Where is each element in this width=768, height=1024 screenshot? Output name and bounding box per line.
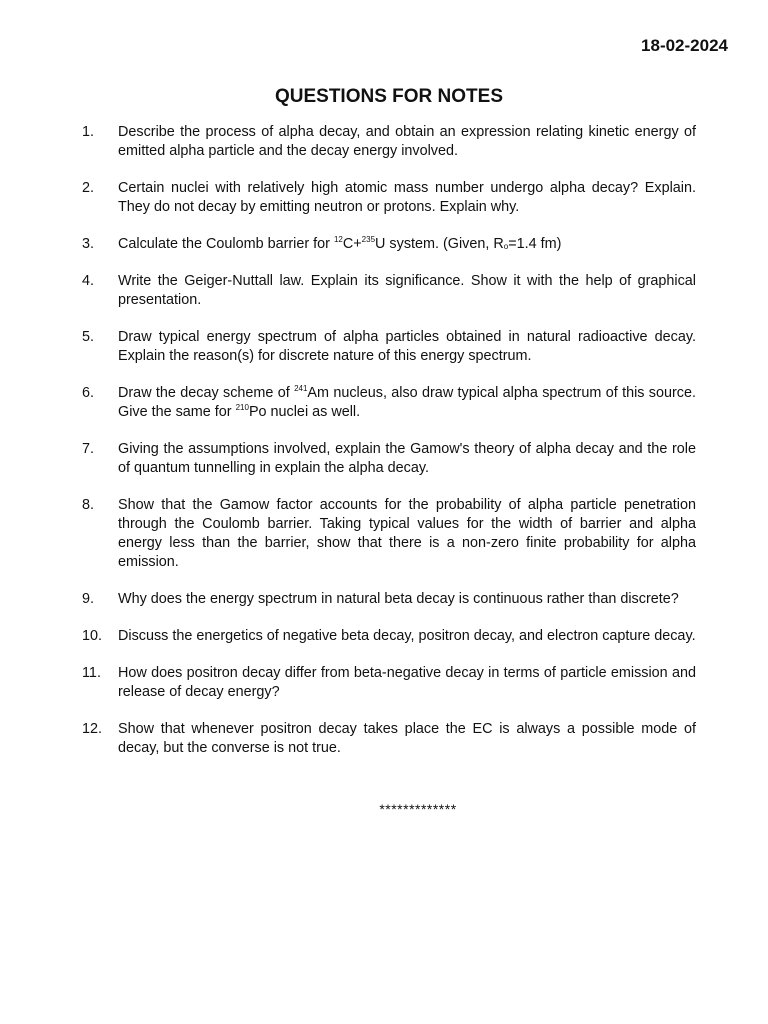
question-number: 12. xyxy=(82,721,103,737)
question-item-9 xyxy=(82,590,696,609)
question-number: 5. xyxy=(82,329,95,345)
question-number: 7. xyxy=(82,441,95,457)
question-number: 11. xyxy=(82,665,101,681)
question-text: Giving the assumptions involved, explain the Gamow's theory of alpha decay and the role of quantum tunnelling in explain the alpha decay. xyxy=(118,441,696,476)
question-number: 6. xyxy=(82,385,95,401)
question-text-part: U system. (Given, R xyxy=(375,236,504,252)
question-item-6 xyxy=(82,384,696,422)
question-text: Write the Geiger-Nuttall law. Explain its significance. Show it with the help of graphical presentation. xyxy=(118,273,696,308)
question-text: Show that the Gamow factor accounts for the probability of alpha particle penetration through the Coulomb barrier. Taking typical values for the width of barrier and alpha energy less than the barrier, show that there is a non-zero finite probability for alpha emission. xyxy=(118,497,696,570)
question-item-8 xyxy=(82,496,696,572)
question-number: 10. xyxy=(82,628,103,644)
question-number: 9. xyxy=(82,591,95,607)
question-text-part: Calculate the Coulomb barrier for xyxy=(118,236,334,252)
question-text: Why does the energy spectrum in natural beta decay is continuous rather than discrete? xyxy=(118,591,679,607)
document-title: QUESTIONS FOR NOTES xyxy=(274,86,504,107)
question-text: How does positron decay differ from beta-negative decay in terms of particle emission and release of decay energy? xyxy=(118,665,696,700)
question-item-5 xyxy=(82,328,696,366)
question-number: 4. xyxy=(82,273,95,289)
question-item-12 xyxy=(82,720,696,758)
question-item-10 xyxy=(82,627,696,646)
question-number: 3. xyxy=(82,236,95,252)
question-text-part: Draw the decay scheme of xyxy=(118,385,295,401)
question-list xyxy=(82,123,696,776)
radius-subscript: o xyxy=(503,242,509,251)
mass-number-superscript: 210 xyxy=(235,403,249,412)
question-text: Certain nuclei with relatively high atomic mass number undergo alpha decay? Explain. They do not decay by emitting neutron or protons. Explain why. xyxy=(118,180,696,215)
question-text: Discuss the energetics of negative beta decay, positron decay, and electron capture decay. xyxy=(118,628,696,644)
question-text-part: Am nucleus, also draw typical alpha spectrum of this source. Give the same for xyxy=(118,385,696,420)
question-item-2 xyxy=(82,179,696,217)
question-item-7 xyxy=(82,440,696,478)
question-item-11 xyxy=(82,664,696,702)
question-item-1 xyxy=(82,123,696,161)
mass-number-superscript: 235 xyxy=(361,235,376,244)
question-number: 2. xyxy=(82,180,95,196)
mass-number-superscript: 241 xyxy=(294,384,308,393)
end-separator: ************* xyxy=(379,801,457,817)
question-item-4 xyxy=(82,272,696,310)
question-number: 8. xyxy=(82,497,95,513)
question-text-part: Po nuclei as well. xyxy=(248,404,361,420)
question-text: Show that whenever positron decay takes place the EC is always a possible mode of decay, but the converse is not true. xyxy=(118,721,696,756)
document-date: 18-02-2024 xyxy=(641,36,728,55)
question-item-3 xyxy=(82,235,696,254)
mass-number-superscript: 12 xyxy=(333,235,343,244)
question-text: Draw typical energy spectrum of alpha particles obtained in natural radioactive decay. Explain the reason(s) for discrete nature of this energy spectrum. xyxy=(118,329,696,364)
question-number: 1. xyxy=(82,124,95,140)
question-text-part: =1.4 fm) xyxy=(508,236,562,252)
question-text xyxy=(118,235,696,254)
question-text xyxy=(118,384,696,422)
question-text: Describe the process of alpha decay, and obtain an expression relating kinetic energy of emitted alpha particle and the decay energy involved. xyxy=(118,124,696,159)
question-text-part: C+ xyxy=(342,236,362,252)
